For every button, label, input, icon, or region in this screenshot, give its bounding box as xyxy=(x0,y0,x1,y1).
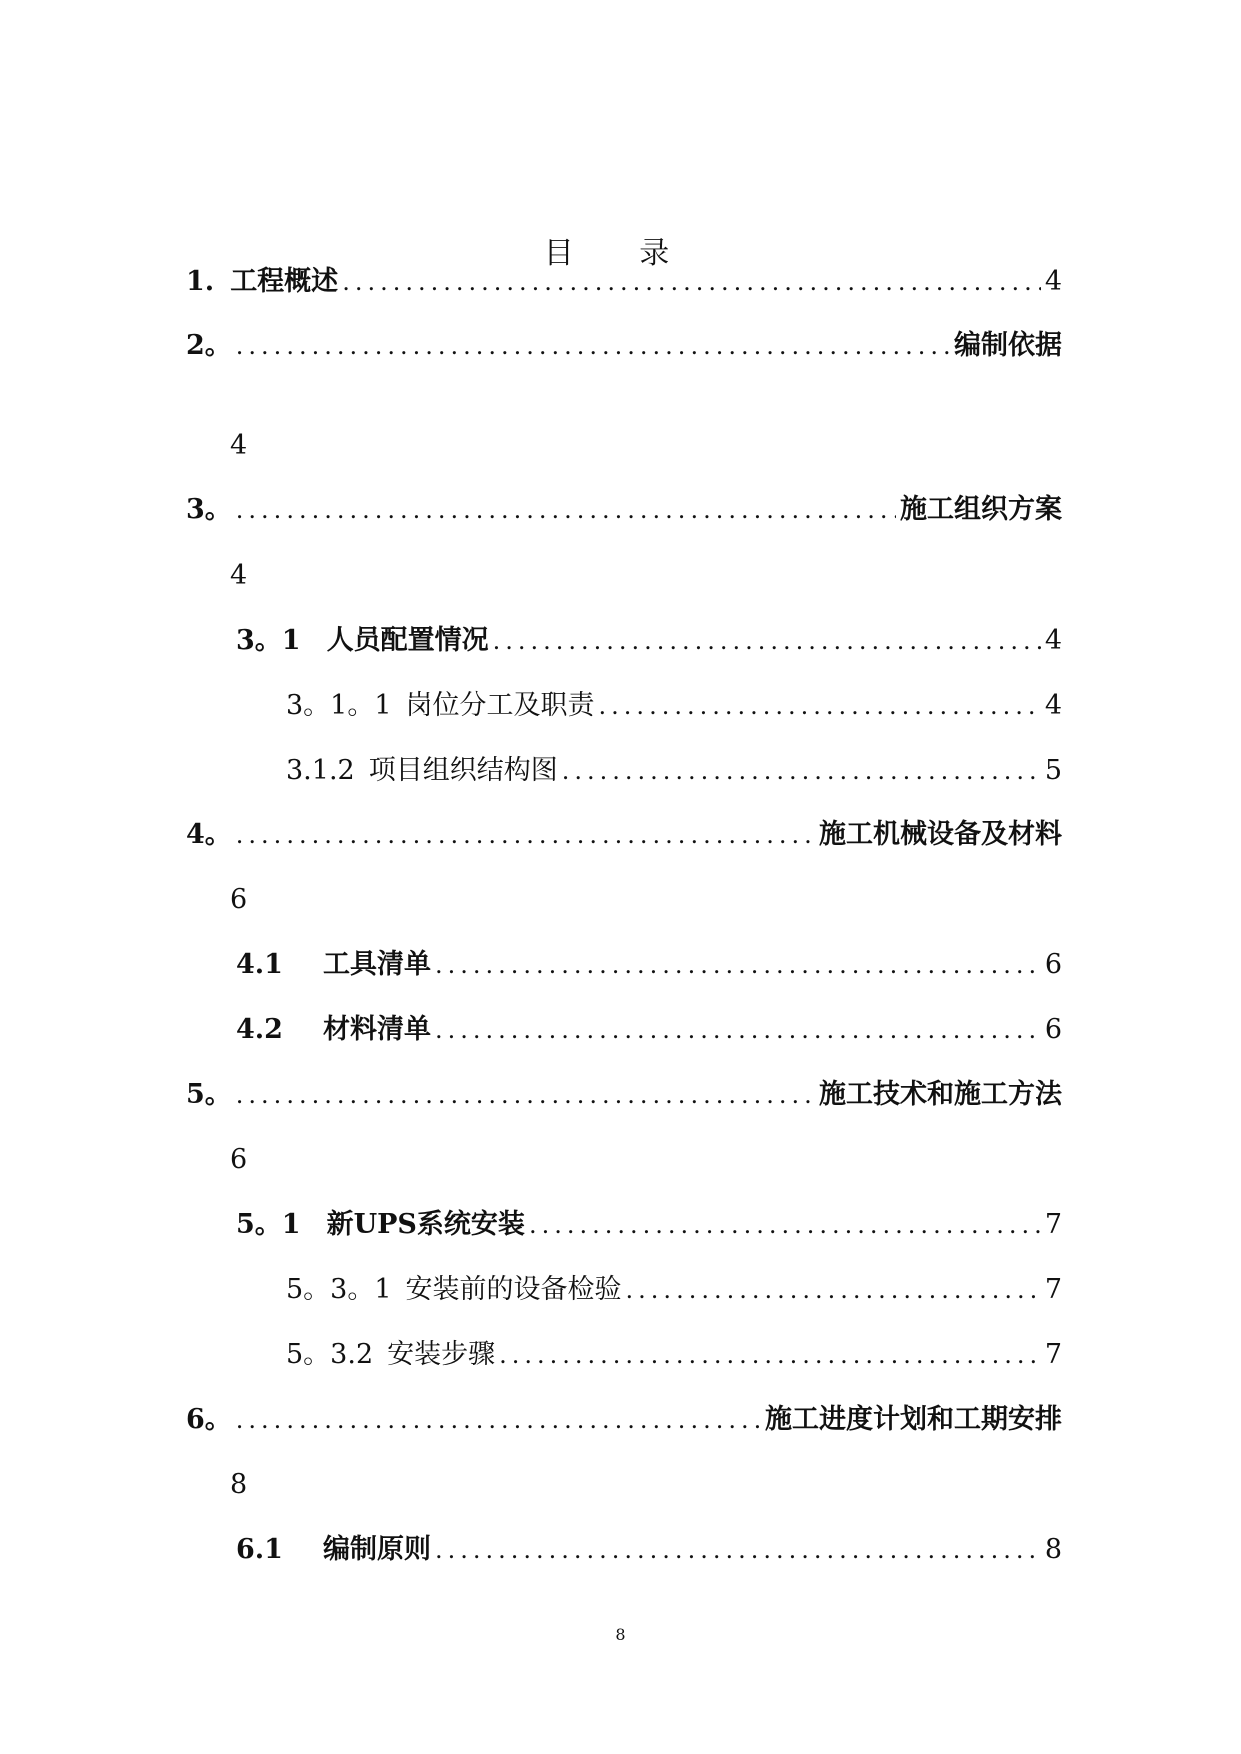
toc-entry-page: 7 xyxy=(1044,1274,1062,1305)
toc-entry-page: 5 xyxy=(1044,755,1062,786)
toc-leader-dots xyxy=(435,945,1041,985)
toc-entry-page: 8 xyxy=(230,1469,248,1500)
toc-entry-1[interactable] xyxy=(186,262,1062,302)
toc-entry-title: 安装前的设备检验 xyxy=(405,1274,622,1305)
toc-entry-page: 4 xyxy=(1044,625,1062,656)
toc-entry-4-1[interactable] xyxy=(236,945,1062,985)
toc-entry-number: 4.1 xyxy=(236,949,283,980)
toc-entry-3-1-2[interactable] xyxy=(286,751,1062,791)
toc-entry-page: 6 xyxy=(1044,1014,1062,1045)
toc-leader-dots xyxy=(236,1400,761,1440)
toc-entry-5[interactable] xyxy=(186,1075,1062,1115)
toc-entry-page: 7 xyxy=(1044,1339,1062,1370)
toc-entry-page: 4 xyxy=(230,430,248,461)
toc-leader-dots xyxy=(342,262,1041,302)
toc-entry-page: 7 xyxy=(1044,1209,1062,1240)
toc-entry-title: 施工组织方案 xyxy=(900,494,1062,525)
toc-entry-page: 6 xyxy=(1044,949,1062,980)
toc-entry-number: 6。 xyxy=(186,1404,232,1435)
toc-entry-3-1-1[interactable] xyxy=(286,686,1062,726)
toc-entry-page: 6 xyxy=(230,1144,248,1175)
toc-entry-number: 4。 xyxy=(186,819,232,850)
toc-entry-title: 施工技术和施工方法 xyxy=(819,1079,1062,1110)
toc-entry-number: 4.2 xyxy=(236,1014,283,1045)
toc-entry-5-1[interactable] xyxy=(236,1205,1062,1245)
toc-entry-title: 岗位分工及职责 xyxy=(405,690,595,721)
toc-entry-6-1[interactable] xyxy=(236,1530,1062,1570)
toc-entry-title: 安装步骤 xyxy=(387,1339,496,1370)
toc-entry-page: 4 xyxy=(1044,690,1062,721)
toc-entry-title: 施工进度计划和工期安排 xyxy=(765,1404,1062,1435)
toc-leader-dots xyxy=(236,490,896,530)
toc-leader-dots xyxy=(435,1010,1041,1050)
toc-entry-number: 3。 xyxy=(186,494,232,525)
toc-entry-title: 编制依据 xyxy=(954,330,1062,361)
toc-leader-dots xyxy=(236,326,950,366)
toc-leader-dots xyxy=(236,815,815,855)
toc-entry-title: 新UPS系统安装 xyxy=(326,1209,525,1240)
toc-entry-6[interactable] xyxy=(186,1400,1062,1440)
toc-entry-3[interactable] xyxy=(186,490,1062,530)
toc-entry-number: 5。3.2 xyxy=(286,1339,374,1370)
toc-entry-title: 材料清单 xyxy=(322,1014,431,1045)
toc-leader-dots xyxy=(435,1530,1041,1570)
toc-leader-dots xyxy=(236,1075,815,1115)
toc-leader-dots xyxy=(562,751,1041,791)
toc-entry-2[interactable] xyxy=(186,326,1062,366)
toc-entry-page: 6 xyxy=(230,884,248,915)
toc-entry-4-2[interactable] xyxy=(236,1010,1062,1050)
toc-entry-number: 3.1.2 xyxy=(286,755,355,786)
toc-entry-number: 3。1。1 xyxy=(286,690,392,721)
toc-entry-number: 5。3。1 xyxy=(286,1274,392,1305)
toc-entry-number: 5。1 xyxy=(236,1209,301,1240)
toc-entry-5-3-2[interactable] xyxy=(286,1335,1062,1375)
toc-entry-page: 8 xyxy=(1044,1534,1062,1565)
toc-entry-number: 1. xyxy=(186,266,215,297)
toc-entry-page: 4 xyxy=(230,560,248,591)
toc-leader-dots xyxy=(599,686,1041,726)
toc-entry-number: 3。1 xyxy=(236,625,301,656)
toc-entry-3-1[interactable] xyxy=(236,621,1062,661)
toc-entry-title: 工程概述 xyxy=(230,266,339,297)
toc-leader-dots xyxy=(499,1335,1041,1375)
toc-entry-page: 4 xyxy=(1044,266,1062,297)
toc-entry-number: 2。 xyxy=(186,330,232,361)
toc-entry-number: 5。 xyxy=(186,1079,232,1110)
toc-entry-title: 工具清单 xyxy=(322,949,431,980)
toc-entry-title: 编制原则 xyxy=(322,1534,431,1565)
toc-entry-title: 人员配置情况 xyxy=(326,625,489,656)
toc-leader-dots xyxy=(493,621,1041,661)
footer-page-number: 8 xyxy=(615,1625,626,1644)
toc-entry-4[interactable] xyxy=(186,815,1062,855)
toc-entry-title: 项目组织结构图 xyxy=(368,755,558,786)
toc-entry-5-3-1[interactable] xyxy=(286,1270,1062,1310)
toc-entry-number: 6.1 xyxy=(236,1534,283,1565)
toc-leader-dots xyxy=(626,1270,1041,1310)
toc-title: 目 录 xyxy=(543,236,698,271)
toc-entry-title: 施工机械设备及材料 xyxy=(819,819,1062,850)
toc-leader-dots xyxy=(529,1205,1041,1245)
